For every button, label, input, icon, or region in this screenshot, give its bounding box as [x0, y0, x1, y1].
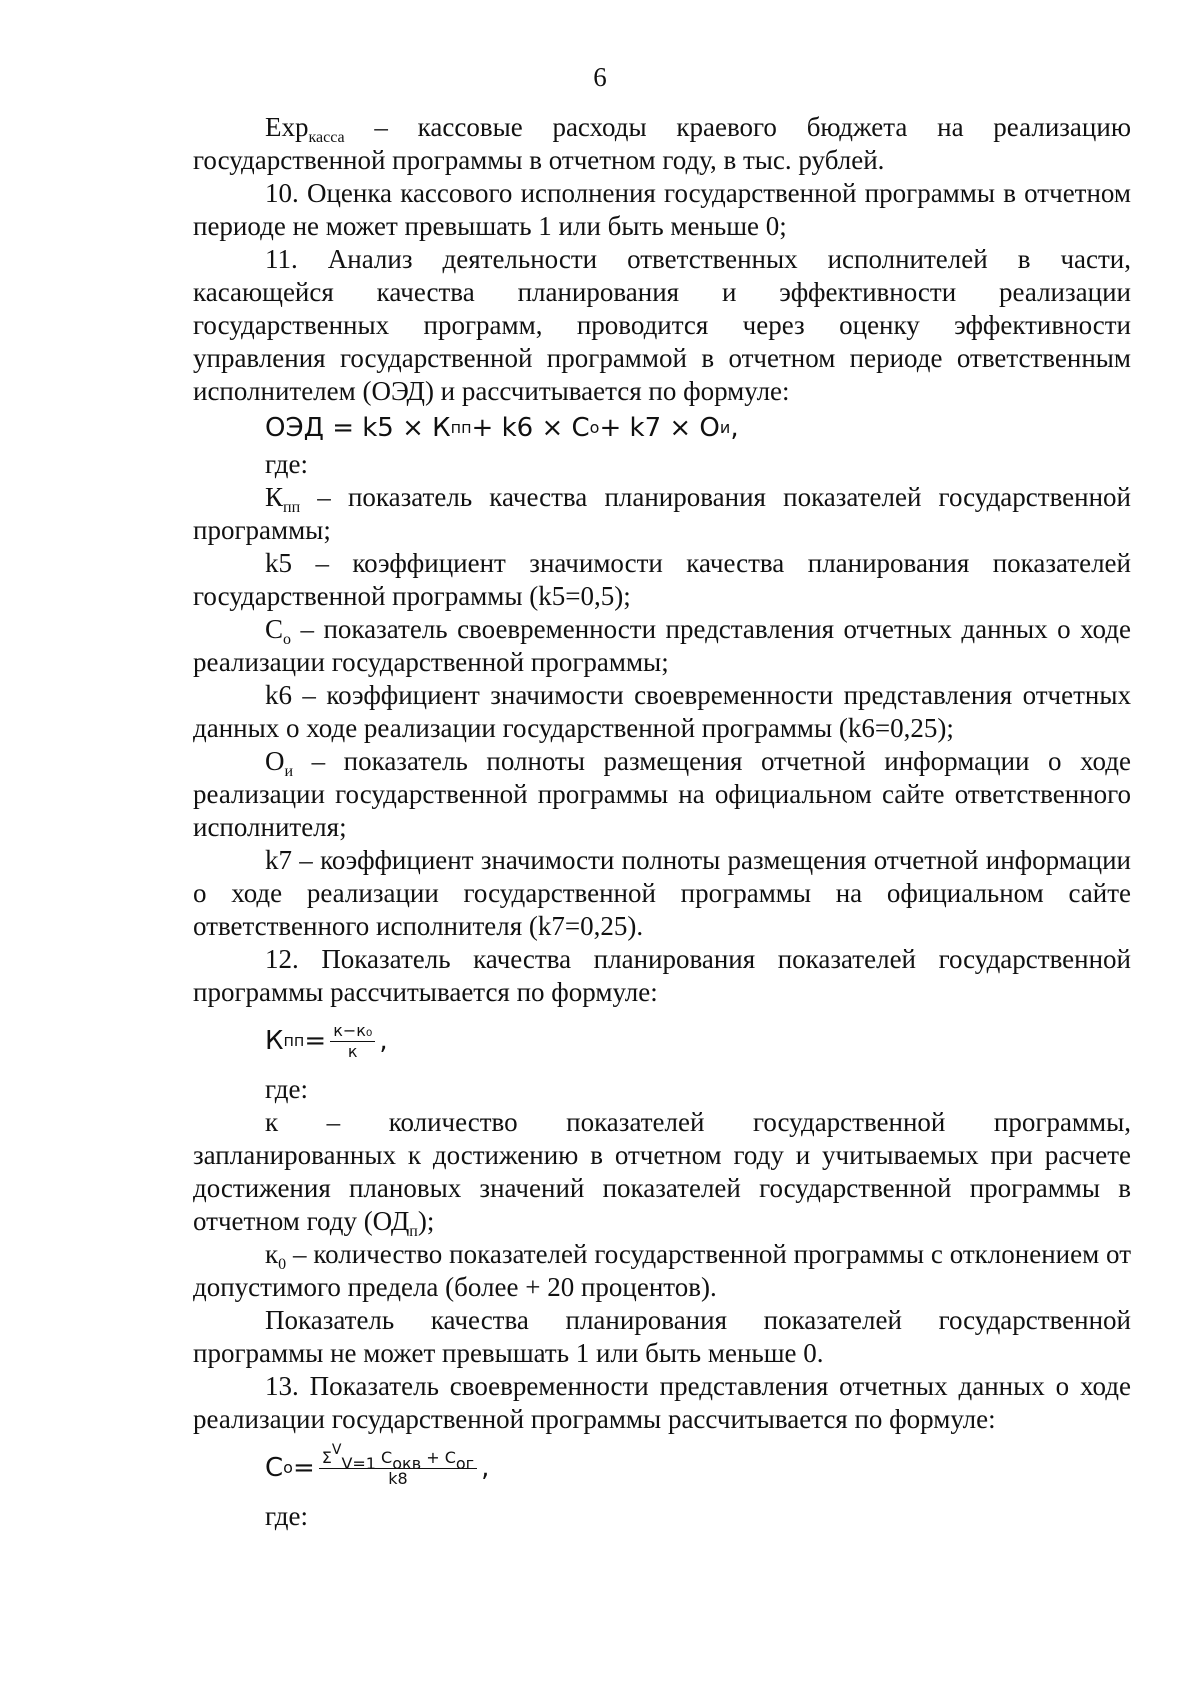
formula-co: С о = $\frac{\text{ΣVV=1 Сокв + Сог}}{k8}$ ,: [265, 1441, 490, 1488]
fraction-denominator: k8: [388, 1468, 408, 1488]
paragraph-exp-kassa: [193, 111, 1131, 177]
definition-k7: k7 – коэффициент значимости полноты размещения отчетной информации о ходе реализации государственной программы на официальном сайте ответственного исполнителя (k7=0,25).: [193, 845, 1131, 941]
where-label: где:: [265, 449, 308, 479]
where-label: где:: [265, 1501, 308, 1531]
page-number: 6: [593, 62, 607, 92]
fraction-denominator: к: [347, 1041, 358, 1061]
symbol: Exp: [265, 112, 309, 142]
paragraph-11: 11. Анализ деятельности ответственных исполнителей в части, касающейся качества планирования и эффективности реализации государственных программ, проводится через оценку эффективности управления государственной программой в отчетном периоде ответственным исполнителем (ОЭД) и рассчитывается по формуле:: [193, 244, 1131, 406]
definition-kpp: $К_{пп}$ – показатель качества планирования показателей государственной программы;: [193, 482, 1131, 545]
paragraph-12: 12. Показатель качества планирования показателей государственной программы рассчитывается по формуле:: [193, 944, 1131, 1007]
fraction: [319, 1441, 477, 1488]
where-label: где:: [265, 1074, 308, 1104]
fraction-numerator: к−к₀: [330, 1022, 375, 1042]
paragraph-10: 10. Оценка кассового исполнения государственной программы в отчетном периоде не может превышать 1 или быть меньше 0;: [193, 178, 1131, 241]
definition-co: $С_о$ – показатель своевременности представления отчетных данных о ходе реализации государственной программы;: [193, 614, 1131, 677]
document-body: [193, 111, 1131, 1533]
formula-kpp: К пп = $\frac{\text{к−к₀}}{к}$ ,: [265, 1020, 388, 1061]
fraction: [330, 1022, 375, 1061]
definition-k0: $к_0$ – количество показателей государственной программы с отклонением от допустимого предела (более + 20 процентов).: [193, 1239, 1131, 1302]
paragraph-text: – кассовые расходы краевого бюджета на реализацию государственной программы в отчетном году, в тыс. рублей.: [193, 112, 1131, 175]
symbol-subscript: касса: [308, 129, 345, 146]
fraction-numerator: ΣVV=1 Сокв + Сог: [319, 1449, 477, 1469]
definition-k: к – количество показателей государственной программы, запланированных к достижению в отчетном году и учитываемых при расчете достижения плановых значений показателей государственной программы в отчетном году $(ОД_п)$;: [193, 1107, 1131, 1240]
definition-oi: $О_и$ – показатель полноты размещения отчетной информации о ходе реализации государственной программы на официальном сайте ответственного исполнителя;: [193, 746, 1131, 842]
formula-oed: ОЭД = k5 × К пп + k6 × С о + k7 × О и ,: [265, 412, 739, 443]
paragraph-13: 13. Показатель своевременности представления отчетных данных о ходе реализации государственной программы рассчитывается по формуле:: [193, 1371, 1131, 1434]
definition-k5: k5 – коэффициент значимости качества планирования показателей государственной программы (k5=0,5);: [193, 548, 1131, 611]
paragraph-kpp-limit: Показатель качества планирования показателей государственной программы не может превышать 1 или быть меньше 0.: [193, 1305, 1131, 1368]
definition-k6: k6 – коэффициент значимости своевременности представления отчетных данных о ходе реализации государственной программы (k6=0,25);: [193, 680, 1131, 743]
